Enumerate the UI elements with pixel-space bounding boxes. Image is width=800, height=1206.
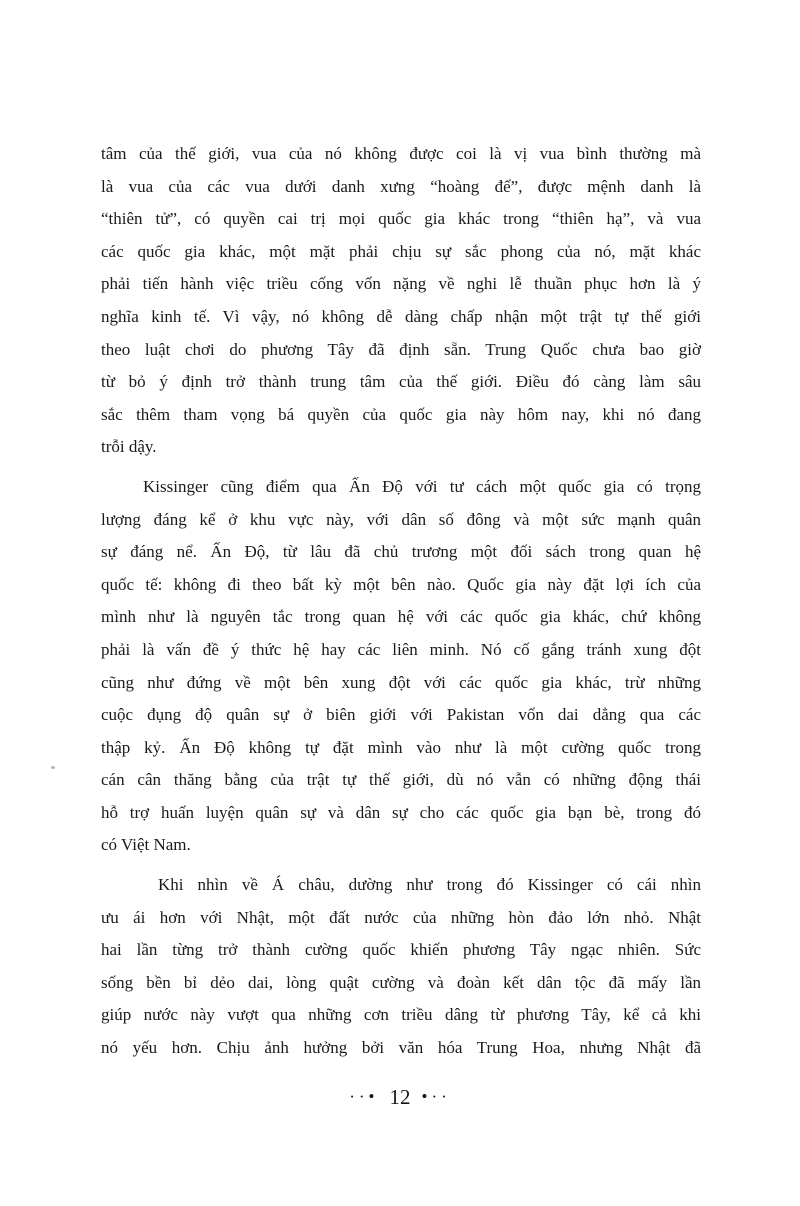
text-line: hỗ trợ huấn luyện quân sự và dân sự cho các quốc gia bạn bè, trong đó	[101, 802, 701, 822]
text-line: sống bền bỉ dẻo dai, lòng quật cường và đoàn kết dân tộc đã mấy lần	[101, 972, 701, 992]
page-footer	[0, 1080, 800, 1114]
page-number: 12	[389, 1084, 411, 1109]
text-line: cuộc đụng độ quân sự ở biên giới với Pakistan vốn dai dẳng qua các	[101, 705, 701, 725]
text-line: cũng như đứng về một bên xung đột với các quốc gia khác, trừ những	[101, 672, 701, 692]
text-line: từ bỏ ý định trở thành trung tâm của thế giới. Điều đó càng làm sâu	[101, 372, 701, 392]
text-line: có Việt Nam.	[101, 835, 191, 855]
text-line: hai lần từng trở thành cường quốc khiến phương Tây ngạc nhiên. Sức	[101, 940, 701, 960]
paragraph	[101, 138, 701, 464]
text-line: Khi nhìn về Á châu, dường như trong đó Kissinger có cái nhìn	[158, 875, 701, 895]
text-line: sự đáng nể. Ấn Độ, từ lâu đã chủ trương một đối sách trong quan hệ	[101, 542, 701, 562]
paragraph	[101, 869, 701, 1065]
text-line: Kissinger cũng điểm qua Ấn Độ với tư cách một quốc gia có trọng	[143, 476, 701, 496]
text-line: trỗi dậy.	[101, 437, 157, 457]
text-line: giúp nước này vượt qua những cơn triều dâng từ phương Tây, kể cả khi	[101, 1005, 701, 1025]
text-line: mình như là nguyên tắc trong quan hệ với các quốc gia khác, chứ không	[101, 607, 701, 627]
text-line: các quốc gia khác, một mặt phải chịu sự sắc phong của nó, mặt khác	[101, 241, 701, 261]
text-line: phải là vấn đề ý thức hệ hay các liên minh. Nó cố gắng tránh xung đột	[101, 639, 701, 659]
text-line: lượng đáng kể ở khu vực này, với dân số đông và một sức mạnh quân	[101, 509, 701, 529]
text-line: “thiên tử”, có quyền cai trị mọi quốc gia khác trong “thiên hạ”, và vua	[101, 209, 701, 229]
text-line: sắc thêm tham vọng bá quyền của quốc gia này hôm nay, khi nó đang	[101, 404, 701, 424]
text-line: phải tiến hành việc triều cống vốn nặng về nghi lễ thuần phục hơn là ý	[101, 274, 701, 294]
paragraph	[101, 471, 701, 862]
text-line: ưu ái hơn với Nhật, một đất nước của những hòn đảo lớn nhỏ. Nhật	[101, 907, 701, 927]
text-line: là vua của các vua dưới danh xưng “hoàng đế”, được mệnh danh là	[101, 176, 701, 196]
text-line: nó yếu hơn. Chịu ảnh hưởng bởi văn hóa Trung Hoa, nhưng Nhật đã	[101, 1038, 701, 1058]
text-line: theo luật chơi do phương Tây đã định sẵn. Trung Quốc chưa bao giờ	[101, 339, 701, 359]
text-line: nghĩa kinh tế. Vì vậy, nó không dễ dàng chấp nhận một trật tự thế giới	[101, 306, 701, 326]
text-line: tâm của thế giới, vua của nó không được coi là vị vua bình thường mà	[101, 144, 701, 163]
scan-artifact-dot	[51, 766, 55, 769]
text-line: thập kỷ. Ấn Độ không tự đặt mình vào như là một cường quốc trong	[101, 737, 701, 757]
text-line: cán cân thăng bằng của trật tự thế giới, dù nó vẫn có những động thái	[101, 770, 701, 790]
page-body	[101, 138, 701, 1072]
footer-ornament-right: •··	[421, 1086, 451, 1106]
text-line: quốc tế: không đi theo bất kỳ một bên nào. Quốc gia này đặt lợi ích của	[101, 574, 701, 594]
footer-ornament-left: ··•	[349, 1086, 379, 1106]
